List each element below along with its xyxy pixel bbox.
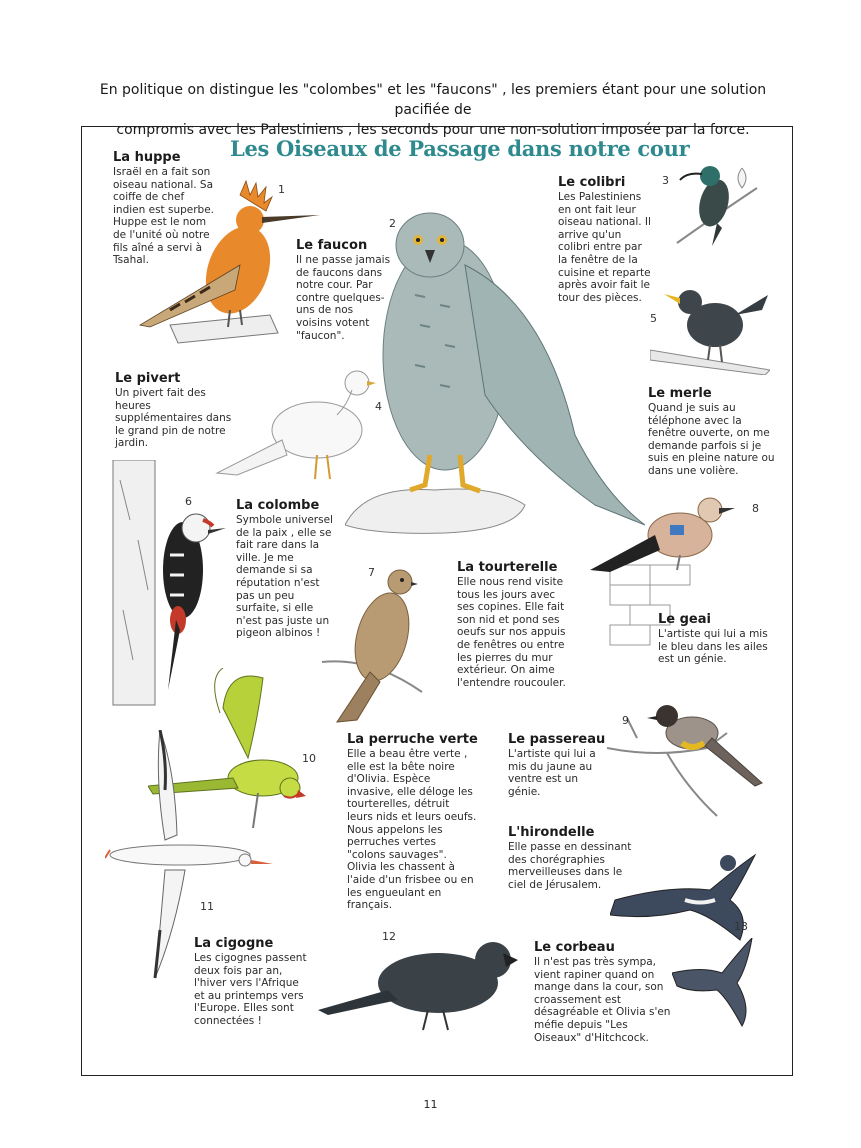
entry-colombe — [236, 498, 341, 640]
blackbird-illustration — [650, 280, 770, 375]
entry-hirondelle — [508, 825, 636, 891]
number-5: 5 — [650, 312, 657, 325]
number-7: 7 — [368, 566, 375, 579]
number-2: 2 — [389, 217, 396, 230]
entry-text: Symbole universel de la paix , elle se fait rare dans la ville. Je me demande si sa réputation n'est pas un peu surfaite, si elle n'est pas juste un pigeon albinos ! — [236, 514, 333, 640]
entry-heading: Le faucon — [296, 238, 368, 253]
number-6: 6 — [185, 495, 192, 508]
entry-heading: Le corbeau — [534, 940, 615, 955]
entry-perruche — [347, 732, 477, 912]
entry-text: L'artiste qui lui a mis du jaune au ventre est un génie. — [508, 748, 596, 798]
entry-passereau — [508, 732, 608, 798]
entry-heading: Le geai — [658, 612, 711, 627]
entry-text: Elle a beau être verte , elle est la bête noire d'Olivia. Espèce invasive, elle déloge les tourterelles, détruit leurs nids et leurs oeufs. Nous appelons les perruches vertes "colons sauvages". Olivia les chassent à l'aide d'un frisbee ou en les engueulant en français. — [347, 748, 477, 912]
number-1: 1 — [278, 183, 285, 196]
entry-text: Elle passe en dessinant des chorégraphies merveilleuses dans le ciel de Jérusalem. — [508, 841, 632, 891]
entry-merle — [648, 386, 778, 478]
entry-heading: La tourterelle — [457, 560, 558, 575]
entry-heading: La perruche verte — [347, 732, 478, 747]
page-title: Les Oiseaux de Passage dans notre cour — [230, 136, 690, 161]
entry-text: Les Palestiniens en ont fait leur oiseau national. Il arrive qu'un colibri entre par la fenêtre de la cuisine et reparte après avoir fait le tour des pièces. — [558, 191, 651, 304]
entry-text: Quand je suis au téléphone avec la fenêtre ouverte, on me demande parfois si je suis en pleine nature ou dans une volière. — [648, 402, 775, 477]
number-3: 3 — [662, 174, 669, 187]
number-8: 8 — [752, 502, 759, 515]
caption-line-1: En politique on distingue les "colombes" et les "faucons" , les premiers étant pour une solution pacifiée de — [99, 82, 767, 118]
entry-heading: Le passereau — [508, 732, 606, 747]
entry-text: Israël en a fait son oiseau national. Sa coiffe de chef indien est superbe. Huppe est le nom de l'unité où notre fils aîné a servi à Tsahal. — [113, 166, 215, 267]
swallow-small-illustration — [672, 938, 762, 1028]
entry-heading: Le colibri — [558, 175, 626, 190]
entry-heading: Le pivert — [115, 371, 181, 386]
entry-colibri — [558, 175, 653, 304]
entry-heading: La cigogne — [194, 936, 274, 951]
entry-cigogne — [194, 936, 312, 1028]
number-9: 9 — [622, 714, 629, 727]
bulbul-illustration — [607, 698, 767, 818]
entry-heading: La huppe — [113, 150, 181, 165]
number-10: 10 — [302, 752, 316, 765]
entry-faucon — [296, 238, 392, 342]
entry-text: Il n'est pas très sympa, vient rapiner quand on mange dans la cour, son croassement est désagréable et Olivia s'en méfie depuis "Les Oiseaux" d'Hitchcock. — [534, 956, 671, 1044]
entry-tourterelle — [457, 560, 575, 689]
entry-geai — [658, 612, 768, 666]
entry-huppe — [113, 150, 218, 267]
entry-heading: La colombe — [236, 498, 320, 513]
crow-illustration — [318, 935, 518, 1035]
sunbird-illustration — [672, 158, 762, 253]
entry-corbeau — [534, 940, 674, 1044]
entry-text: Un pivert fait des heures supplémentaires dans le grand pin de notre jardin. — [115, 387, 232, 450]
number-13: 13 — [734, 920, 748, 933]
entry-heading: Le merle — [648, 386, 712, 401]
entry-text: Il ne passe jamais de faucons dans notre cour. Par contre quelques-uns de nos voisins votent "faucon". — [296, 254, 391, 342]
entry-heading: L'hirondelle — [508, 825, 595, 840]
page-number: 11 — [423, 1098, 438, 1111]
number-12: 12 — [382, 930, 396, 943]
entry-text: Elle nous rend visite tous les jours avec ses copines. Elle fait son nid et pond ses oeufs sur nos appuis de fenêtres ou entre les pierres du mur extérieur. On aime l'entendre roucouler. — [457, 576, 566, 689]
entry-text: L'artiste qui lui a mis le bleu dans les ailes est un génie. — [658, 628, 768, 666]
number-4: 4 — [375, 400, 382, 413]
entry-pivert — [115, 371, 240, 450]
entry-text: Les cigognes passent deux fois par an, l'hiver vers l'Afrique et au printemps vers l'Europe. Elles sont connectées ! — [194, 952, 307, 1027]
caption-line-2: compromis avec les Palestiniens , les seconds pour une non-solution imposée par la force. — [116, 122, 750, 138]
number-11: 11 — [200, 900, 214, 913]
